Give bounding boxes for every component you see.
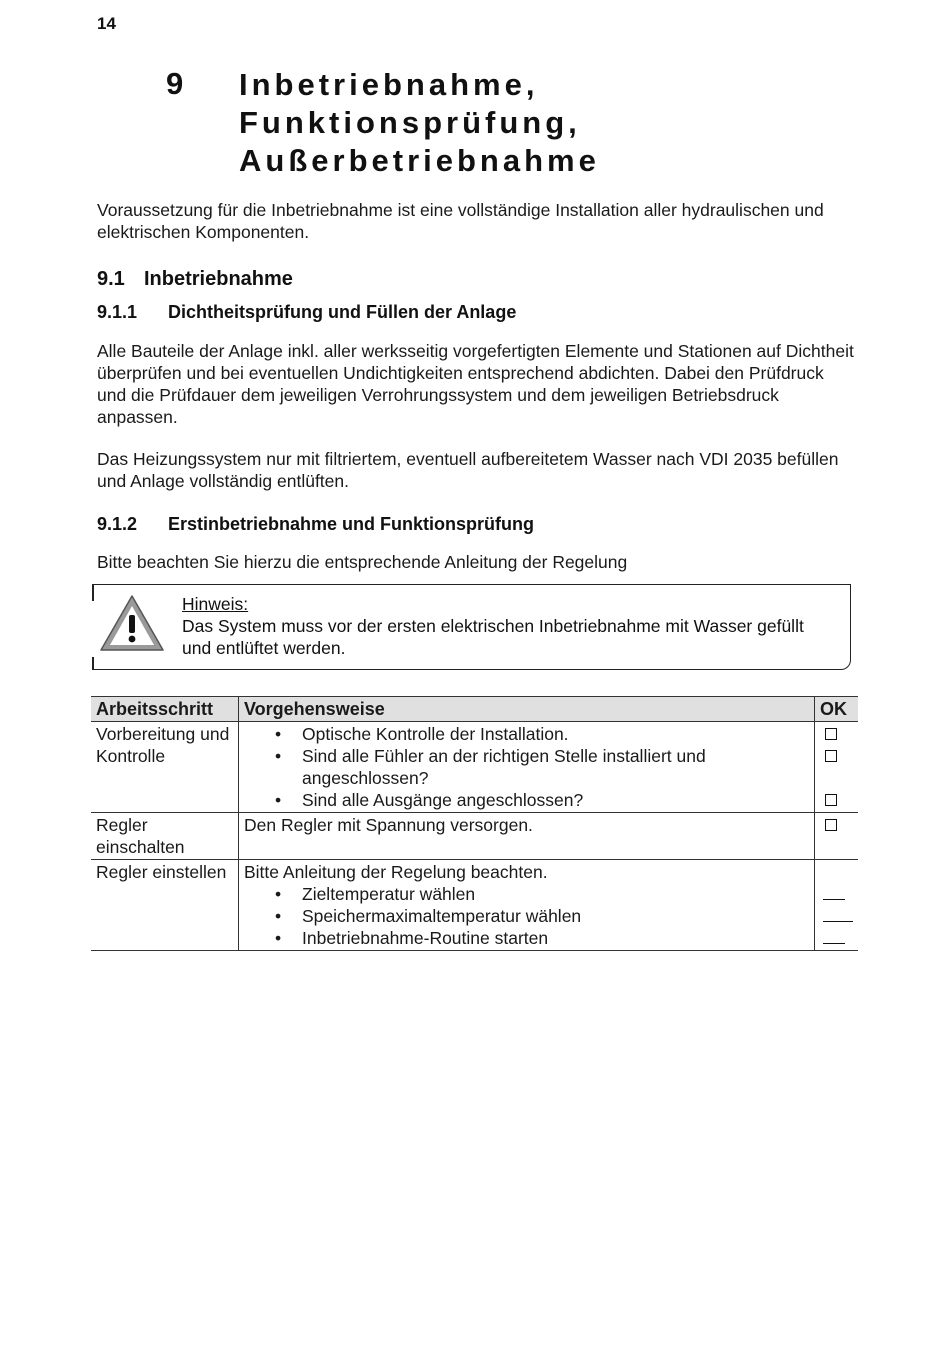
blank-entry-line[interactable] <box>823 929 845 944</box>
checkbox[interactable] <box>825 750 837 762</box>
warning-triangle-icon <box>98 593 166 653</box>
table-row <box>91 860 858 951</box>
procedure-cell <box>239 722 815 813</box>
blank-entry-line[interactable] <box>823 885 845 900</box>
note-box <box>92 584 851 670</box>
step-cell: Regler einstellen <box>91 860 239 951</box>
filling-paragraph: Das Heizungssystem nur mit filtriertem, eventuell aufbereitetem Wasser nach VDI 2035 befüllen und Anlage vollständig entlüften. <box>97 449 839 491</box>
note-label: Hinweis: <box>182 594 249 614</box>
chapter-number: 9 <box>166 66 186 101</box>
ok-cell <box>815 813 859 860</box>
bullet-item: • Speichermaximaltemperatur wählen <box>244 905 809 927</box>
checkbox[interactable] <box>825 819 837 831</box>
checkbox[interactable] <box>825 794 837 806</box>
section-heading-9-1-2 <box>97 514 534 535</box>
checkbox[interactable] <box>825 728 837 740</box>
table-row <box>91 813 858 860</box>
procedure-cell: Den Regler mit Spannung versorgen. <box>239 813 815 860</box>
column-header-ok: OK <box>815 697 859 722</box>
column-header-procedure: Vorgehensweise <box>239 697 815 722</box>
commissioning-checklist-table <box>91 696 858 951</box>
leak-test-paragraph: Alle Bauteile der Anlage inkl. aller werksseitig vorgefertigten Elemente und Stationen auf Dichtheit überprüfen und bei eventuellen Undichtigkeiten entsprechend abdichten. Dabei den Prüfdruck und die Prüfdauer dem jeweiligen Verrohrungssystem und dem jeweiligen Betriebsdruck anpassen. <box>97 341 854 427</box>
controller-paragraph: Bitte beachten Sie hierzu die entsprechende Anleitung der Regelung <box>97 552 628 572</box>
column-header-step: Arbeitsschritt <box>91 697 239 722</box>
step-cell: Vorbereitung und Kontrolle <box>91 722 239 813</box>
chapter-title-line: Außerbetriebnahme <box>239 143 600 178</box>
procedure-cell <box>239 860 815 951</box>
note-content <box>182 593 822 659</box>
bullet-item: • Optische Kontrolle der Installation. <box>244 723 809 745</box>
page-number: 14 <box>97 14 116 33</box>
intro-paragraph: Voraussetzung für die Inbetriebnahme ist eine vollständige Installation aller hydraulischen und elektrischen Komponenten. <box>97 200 824 242</box>
ok-cell <box>815 722 859 813</box>
procedure-text: Bitte Anleitung der Regelung beachten. <box>244 862 548 882</box>
step-cell: Regler einschalten <box>91 813 239 860</box>
blank-entry-line[interactable] <box>823 907 853 922</box>
section-number: 9.1.2 <box>97 514 138 534</box>
table-row <box>91 722 858 813</box>
table-header-row <box>91 697 858 722</box>
chapter-title <box>239 66 600 180</box>
chapter-title-line: Inbetriebnahme, <box>239 67 539 102</box>
section-number: 9.1 <box>97 268 125 290</box>
bullet-item: • Inbetriebnahme-Routine starten <box>244 927 809 949</box>
section-number: 9.1.1 <box>97 302 138 322</box>
chapter-title-line: Funktionsprüfung, <box>239 105 581 140</box>
bullet-item: • Zieltemperatur wählen <box>244 883 809 905</box>
section-title: Dichtheitsprüfung und Füllen der Anlage <box>168 302 517 322</box>
section-heading-9-1 <box>97 268 293 291</box>
section-title: Erstinbetriebnahme und Funktionsprüfung <box>168 514 534 534</box>
section-heading-9-1-1 <box>97 302 516 323</box>
bullet-item: • Sind alle Fühler an der richtigen Stelle installiert und angeschlossen? <box>244 745 809 789</box>
ok-cell <box>815 860 859 951</box>
note-text: Das System muss vor der ersten elektrischen Inbetriebnahme mit Wasser gefüllt und entlüftet werden. <box>182 616 804 658</box>
section-title: Inbetriebnahme <box>144 268 293 290</box>
bullet-item: • Sind alle Ausgänge angeschlossen? <box>244 789 809 811</box>
